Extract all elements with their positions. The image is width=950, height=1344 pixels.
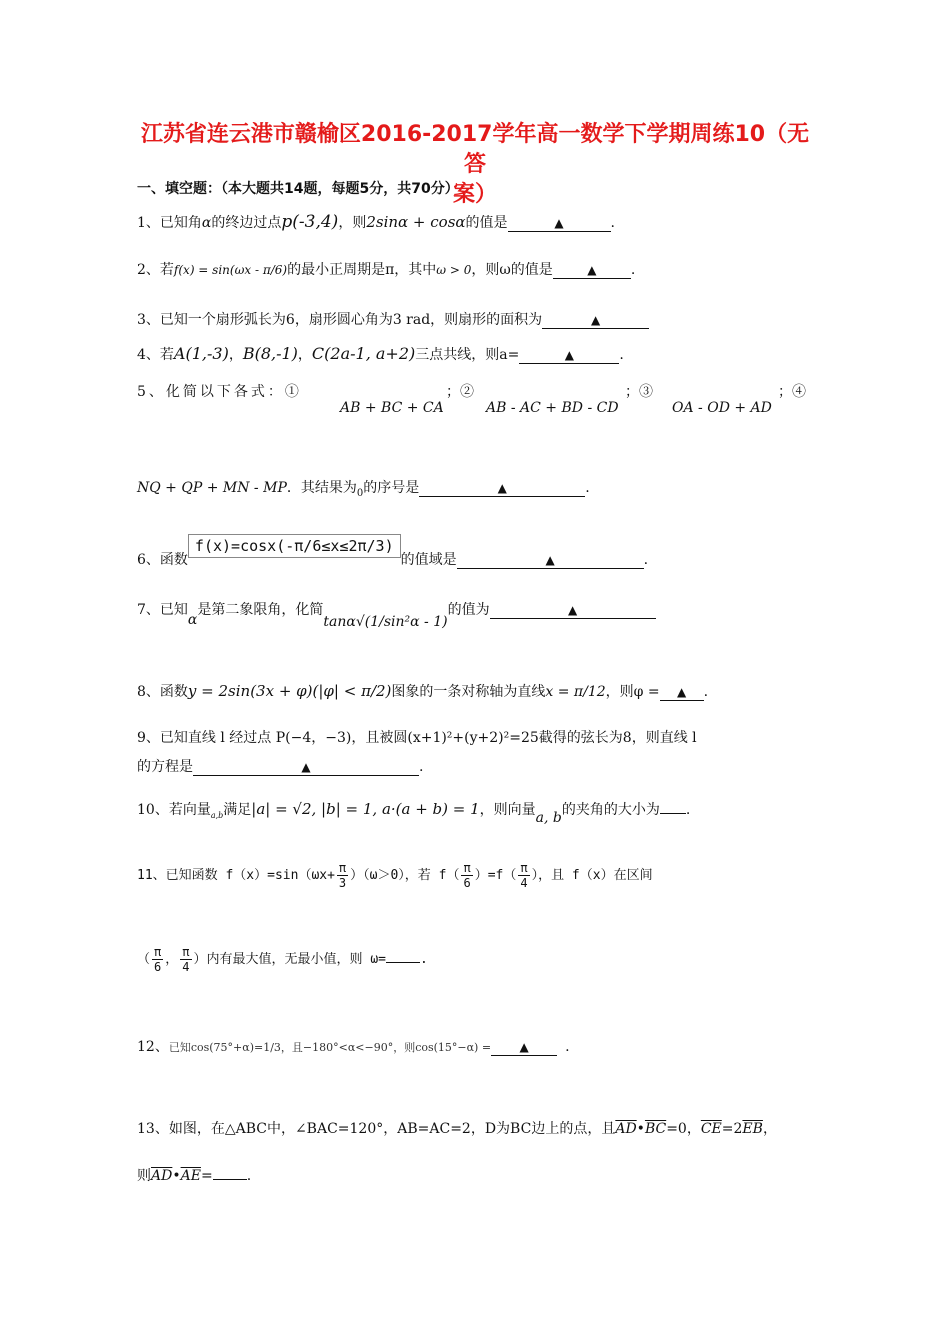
q5-text-b: ．其结果为 xyxy=(286,480,357,496)
marker-icon: ▲ xyxy=(567,603,578,617)
question-5 xyxy=(137,382,302,402)
q13-vector-ad-2: $\overline{AD}$ xyxy=(151,1168,173,1184)
q13-dot-2: • xyxy=(172,1168,181,1184)
q13-vector-ce: $\overline{CE}$ xyxy=(700,1121,722,1137)
q10-answer-blank[interactable] xyxy=(660,795,686,814)
q9-end: . xyxy=(419,759,424,775)
q4-answer-blank[interactable] xyxy=(519,345,619,364)
q8-end: . xyxy=(703,684,709,700)
q11-text-b: ）（ω＞0），若 f（ xyxy=(350,868,460,883)
q10-vectors: a, b xyxy=(535,810,562,826)
q11-pi-5: π xyxy=(182,945,190,959)
q5-zero: 0 xyxy=(356,487,364,499)
q12-end: . xyxy=(565,1039,570,1055)
q4-point-c: C(2a-1, a+2) xyxy=(311,344,416,363)
q11-text-e: （ xyxy=(137,952,151,967)
q4-point-b: B(8,-1) xyxy=(242,344,298,363)
q10-text-a: 10、若向量 xyxy=(137,802,211,818)
q13-vector-ae: $\overline{AE}$ xyxy=(180,1168,201,1184)
q1-answer-blank[interactable] xyxy=(508,213,611,232)
marker-icon: ▲ xyxy=(564,348,574,362)
q11-text-a: 11、已知函数 f（x）=sin（ωx+ xyxy=(137,868,335,883)
q9-text-a: 9、已知直线 l 经过点 P(−4，−3)，且被圆(x+1)²+(y+2)²=25截得的弦长为8，则直线 l xyxy=(137,730,697,746)
marker-icon: ▲ xyxy=(677,685,687,699)
marker-icon: ▲ xyxy=(587,263,597,277)
q4-point-a: A(1,-3) xyxy=(173,344,229,363)
q13-text-c: =2 xyxy=(721,1121,743,1137)
q4-text-a: 4、若 xyxy=(137,347,174,363)
q1-text-c: ，则 xyxy=(338,215,367,231)
q10-text-d: 的夹角的大小为 xyxy=(561,802,660,818)
question-3 xyxy=(137,310,649,330)
q11-pi-4: π xyxy=(154,945,162,959)
q10-text-c: ，则向量 xyxy=(479,802,536,818)
q11-den-4b: 4 xyxy=(182,960,190,974)
q7-answer-blank[interactable] xyxy=(490,600,656,619)
q5-expression-4: NQ + QP + MN - MP xyxy=(137,480,287,496)
q12-text-a: 12、 xyxy=(137,1039,169,1055)
question-6 xyxy=(137,537,649,572)
q7-alpha: α xyxy=(187,612,198,628)
q2-text-a: 2、若 xyxy=(137,262,174,278)
q1-expression: 2sinα + cosα xyxy=(366,213,466,231)
q7-text-a: 7、已知 xyxy=(137,602,188,618)
q2-end: . xyxy=(630,262,636,278)
q5-end: . xyxy=(585,480,590,496)
q9-text-b: 的方程是 xyxy=(137,759,193,775)
q12-condition-image: 已知cos(75°+α)=1/3，且−180°<α<−90°，则cos(15°−α) = xyxy=(168,1041,492,1054)
q13-vector-eb: $\overline{EB}$ xyxy=(742,1121,763,1137)
q5-sep-3: ；③ xyxy=(625,384,653,400)
question-4 xyxy=(137,344,624,365)
q7-text-b: 是第二象限角，化简 xyxy=(197,602,324,618)
q2-text-c: ，则ω的值是 xyxy=(471,262,553,278)
q2-function: f(x) = sin(ωx - π/6) xyxy=(173,263,288,277)
q11-frac-pi-3 xyxy=(337,861,348,890)
q5-sep-4: ；④ xyxy=(778,384,806,400)
q11-frac-pi-6b xyxy=(152,945,163,974)
marker-icon: ▲ xyxy=(554,216,564,230)
q8-axis: x = π/12 xyxy=(545,684,606,700)
q8-answer-blank[interactable] xyxy=(660,682,704,701)
marker-icon: ▲ xyxy=(301,760,311,774)
q6-text-a: 6、函数 xyxy=(137,552,188,568)
q10-text-b: 满足 xyxy=(223,802,252,818)
q13-line-2 xyxy=(137,1161,251,1186)
q11-frac-pi-6 xyxy=(461,861,472,890)
q2-answer-blank[interactable] xyxy=(553,260,631,279)
question-9 xyxy=(137,728,697,748)
q8-text-a: 8、函数 xyxy=(137,684,188,700)
q9-answer-blank[interactable] xyxy=(193,757,419,776)
q7-expression: tanα√(1/sin²α - 1) xyxy=(323,614,448,630)
q13-text-b: =0， xyxy=(666,1121,701,1137)
title-line-2: 案） xyxy=(452,182,497,207)
q6-text-b: 的值域是 xyxy=(400,552,457,568)
q5-expression-2: AB - AC + BD - CD xyxy=(486,400,619,416)
q8-text-b: 图象的一条对称轴为直线 xyxy=(391,684,546,700)
q11-text-d: ），且 f（x）在区间 xyxy=(531,868,653,883)
q7-text-c: 的值为 xyxy=(447,602,490,618)
q11-den-6b: 6 xyxy=(154,960,162,974)
question-10 xyxy=(137,795,690,826)
marker-icon: ▲ xyxy=(497,481,507,495)
q4-text-b: 三点共线，则a= xyxy=(415,347,520,363)
q11-frac-pi-4b xyxy=(180,945,191,974)
q11-pi-1: π xyxy=(338,861,347,875)
marker-icon: ▲ xyxy=(519,1040,529,1054)
q5-line-2 xyxy=(137,478,590,504)
q11-den-6: 6 xyxy=(463,876,471,890)
q13-dot-1: • xyxy=(636,1121,645,1137)
q11-text-f: ， xyxy=(165,952,179,967)
question-7 xyxy=(137,600,656,630)
q11-den-4: 4 xyxy=(520,876,528,890)
q13-text-d: ， xyxy=(762,1121,777,1137)
q5-answer-blank[interactable] xyxy=(419,478,585,497)
q2-condition: ω > 0 xyxy=(436,263,472,277)
q5-text-a: 5、化简以下各式：① xyxy=(137,384,302,400)
title-line-1: 江苏省连云港市赣榆区2016-2017学年高一数学下学期周练10（无答 xyxy=(140,122,810,177)
q6-function-image: f(x)=cosx(-π/6≤x≤2π/3) xyxy=(188,534,401,558)
q5-expression-1: AB + BC + CA xyxy=(340,400,444,416)
q4-sep-2: ， xyxy=(297,347,312,363)
question-8 xyxy=(137,681,708,702)
q11-text-g: ）内有最大值，无最小值，则 ω= xyxy=(193,952,386,967)
q6-end: . xyxy=(643,552,649,568)
q5-expr-2 xyxy=(486,398,619,418)
q13-text-f: = xyxy=(200,1168,213,1184)
question-13 xyxy=(137,1119,777,1139)
section-heading: 一、填空题：（本大题共14题，每题5分，共70分） xyxy=(137,181,459,197)
q11-answer-blank[interactable] xyxy=(386,944,420,963)
q1-text-b: 的终边过点 xyxy=(211,215,282,231)
q1-point: p(-3,4) xyxy=(281,212,339,232)
q1-text-a: 1、已知角 xyxy=(137,215,202,231)
marker-icon: ▲ xyxy=(545,553,555,567)
q5-expr-3 xyxy=(672,398,772,418)
q13-text-a: 13、如图，在△ABC中，∠BAC=120°，AB=AC=2，D为BC边上的点，且 xyxy=(137,1121,616,1137)
q8-function: y = 2sin(3x + φ)(|φ| < π/2) xyxy=(187,682,392,700)
q5-text-c: 的序号是 xyxy=(363,480,420,496)
q11-pi-2: π xyxy=(463,861,471,875)
question-2 xyxy=(137,260,635,280)
q13-end: . xyxy=(246,1168,252,1184)
q13-text-e: 则 xyxy=(137,1168,151,1184)
q3-answer-blank[interactable] xyxy=(542,310,649,329)
q11-end: . xyxy=(419,952,428,967)
q10-condition: |a| = √2, |b| = 1, a·(a + b) = 1 xyxy=(251,800,480,818)
q5-expression-3: OA - OD + AD xyxy=(672,400,772,416)
q1-text-d: 的值是 xyxy=(465,215,508,231)
q5-expr-1 xyxy=(340,398,444,418)
q12-answer-blank[interactable] xyxy=(491,1037,557,1056)
q11-pi-3: π xyxy=(520,861,528,875)
question-1 xyxy=(137,212,615,233)
q11-frac-pi-4 xyxy=(518,861,529,890)
q9-line-2 xyxy=(137,757,423,777)
marker-icon: ▲ xyxy=(591,313,601,327)
q13-vector-ad: $\overline{AD}$ xyxy=(615,1121,637,1137)
question-12 xyxy=(137,1037,570,1058)
q2-text-b: 的最小正周期是π，其中 xyxy=(287,262,437,278)
question-11 xyxy=(137,861,653,890)
q1-alpha: α xyxy=(201,215,212,231)
q11-line-2 xyxy=(137,944,428,974)
q13-answer-blank[interactable] xyxy=(213,1161,247,1180)
q5-sep-2: ；② xyxy=(446,384,474,400)
q4-sep-1: ， xyxy=(228,347,243,363)
q8-text-c: ，则φ = xyxy=(605,684,660,700)
q1-end: . xyxy=(610,215,615,231)
q6-answer-blank[interactable] xyxy=(457,550,644,569)
q4-end: . xyxy=(619,347,624,363)
q3-text: 3、已知一个扇形弧长为6，扇形圆心角为3 rad，则扇形的面积为 xyxy=(137,312,543,328)
q11-den-3: 3 xyxy=(338,876,347,890)
q10-vectors-small: a,b xyxy=(210,810,224,820)
q13-vector-bc: $\overline{BC}$ xyxy=(644,1121,667,1137)
q10-end: . xyxy=(685,802,691,818)
q11-text-c: ）=f（ xyxy=(474,868,517,883)
